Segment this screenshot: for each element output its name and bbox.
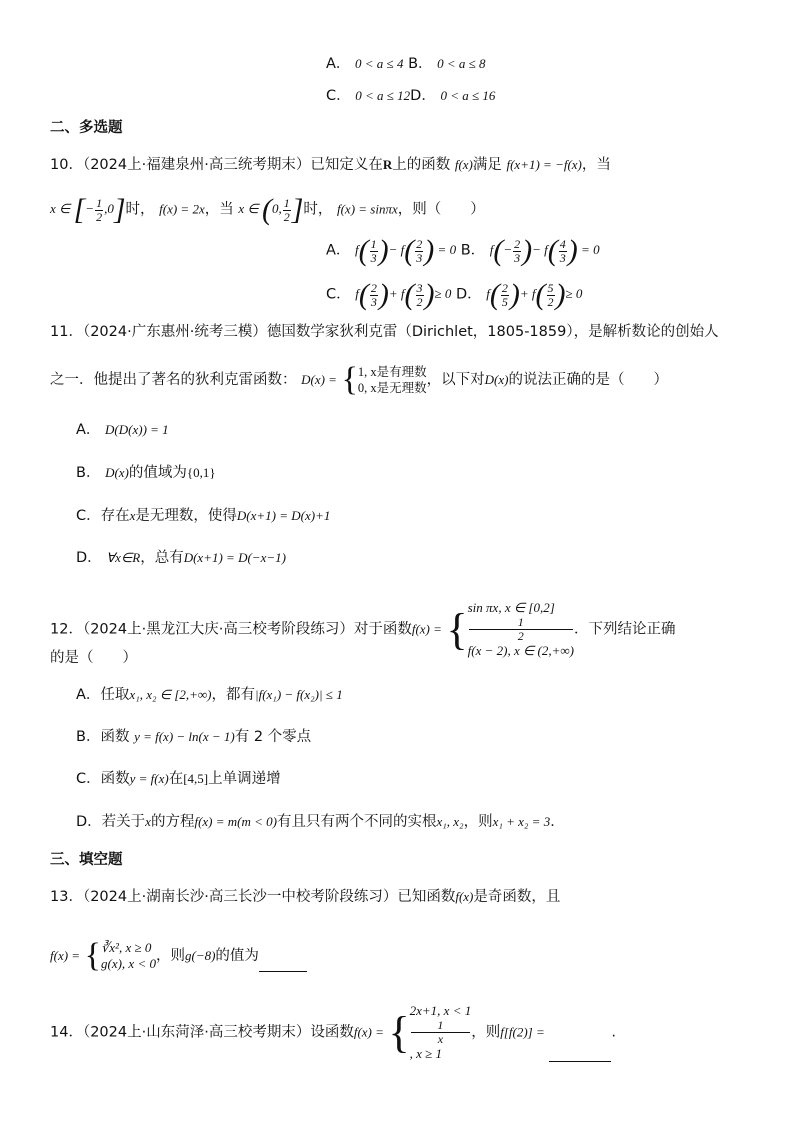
- q10-text: 上的函数: [392, 157, 451, 173]
- q13-fx: f(x) =: [50, 948, 81, 963]
- q10-option-c-math: f( $\frac{2}{3}$ )+ f( $\frac{3}{2}$ )≥ 0: [355, 278, 452, 312]
- q12-option-b-label: B．函数: [76, 729, 130, 745]
- q10-stem-line2: [50, 193, 485, 227]
- q13-case-2: g(x), x < 0: [101, 956, 156, 971]
- q12-roots: x₁, x₂: [436, 814, 464, 829]
- q11-option-a: [76, 420, 169, 440]
- q13-answer-blank[interactable]: [259, 971, 307, 972]
- q11-option-d-label: D．: [76, 550, 102, 566]
- q11-option-d-math: D(x+1) = D(−x−1): [183, 550, 286, 565]
- q10-fx: f(x): [454, 157, 473, 172]
- q14-case-2: , x ≥ 1: [409, 1046, 443, 1061]
- q12-text: ．下列结论正确: [573, 621, 676, 638]
- q10-option-a-math: f( $\frac{1}{3}$ )− f( $\frac{2}{3}$ ) = 0: [355, 234, 457, 268]
- q11-text: 的值域为: [128, 465, 187, 481]
- q12-piecewise: { sin πx, x ∈ [0,2] 1 2 f(x − 2), x ∈ (2,+∞): [446, 600, 574, 658]
- q10-option-b-label: B．: [460, 242, 486, 259]
- q13-piecewise: { ∛x², x ≥ 0 g(x), x < 0: [84, 937, 156, 974]
- q13-case-1: ∛x², x ≥ 0: [101, 940, 152, 955]
- q12-source: 12．（2024上·黑龙江大庆·高三校考阶段练习）对于函数: [50, 621, 412, 638]
- q9-options-row2: [326, 86, 495, 106]
- q9-options-row1: [326, 54, 486, 74]
- q11-option-a-label: A．: [76, 422, 101, 438]
- q11-option-c-label: C．存在: [76, 508, 130, 524]
- q9-option-b-math: 0 < a ≤ 8: [437, 56, 486, 71]
- q12-option-d-math: f(x) = m(m < 0): [194, 814, 277, 829]
- q10-ge: ≥ 0: [565, 286, 583, 302]
- q10-ge: ≥ 0: [434, 286, 452, 302]
- q12-text: ．: [550, 814, 565, 830]
- q9-option-a-label: A．: [326, 56, 351, 72]
- q13-g: g(−8): [184, 948, 216, 963]
- q12-fx: f(x) =: [411, 621, 442, 637]
- q11-option-c: [76, 506, 330, 526]
- q14-answer-blank[interactable]: [549, 1061, 611, 1062]
- q12-case-1: sin πx, x ∈ [0,2]: [467, 600, 555, 615]
- q14-piecewise: { 2x+1, x < 1 1 x , x ≥ 1: [388, 1003, 472, 1061]
- q12-text: 有 2 个零点: [234, 729, 312, 745]
- q10-condition: f(x+1) = −f(x): [506, 157, 582, 172]
- q10-interval-1: x ∈ [− $\frac{1}{2}$ ,0]: [50, 193, 126, 227]
- q11-dx: D(x): [484, 372, 509, 387]
- q10-option-b-math: f(− $\frac{2}{3}$ )− f( $\frac{4}{3}$ ) = 0: [489, 234, 600, 268]
- q14-source: 14．（2024上·山东菏泽·高三校考期末）设函数: [50, 1024, 354, 1041]
- q12-option-c: [76, 769, 281, 789]
- q11-x: x: [129, 508, 136, 523]
- q10-option-a-label: A．: [326, 242, 351, 259]
- q9-option-b-label: B．: [408, 56, 433, 72]
- q11-text: ，以下对: [426, 372, 485, 388]
- q14-text: ，则: [471, 1024, 501, 1041]
- q12-stem-line2: 的是（ ）: [50, 650, 137, 666]
- q10-f-2x: f(x) = 2x: [159, 201, 205, 217]
- q13-stem-line1: [50, 887, 560, 907]
- q11-option-b-label: B．: [76, 465, 101, 481]
- q10-real-set: R: [382, 157, 393, 172]
- q12-option-d-label: D．若关于: [76, 814, 146, 830]
- q11-text: ，总有: [140, 550, 184, 566]
- q10-interval-2: x ∈ (0, $\frac{1}{2}$ ]: [238, 193, 304, 227]
- q10-text: ，当: [581, 157, 611, 173]
- q10-option-d-math: f( $\frac{2}{5}$ )+ f( $\frac{5}{2}$ )≥ 0: [486, 278, 583, 312]
- q10-stem-line1: [50, 155, 611, 175]
- q12-text: 上单调递增: [208, 771, 281, 787]
- q12-option-a: [76, 685, 343, 705]
- q13-source: 13．（2024上·湖南长沙·高三长沙一中校考阶段练习）已知函数: [50, 889, 456, 905]
- q11-dx: D(x) =: [301, 372, 337, 387]
- q12-option-a-math1: x₁, x₂ ∈ [2,+∞): [129, 687, 212, 702]
- q11-option-d: [76, 548, 286, 568]
- section-heading-fill-in: 三、填空题: [50, 852, 123, 868]
- q14-case-1: 2x+1, x < 1: [409, 1003, 472, 1018]
- q10-f-sin: f(x) = sinπx: [336, 201, 398, 217]
- q13-text: 是奇函数，且: [473, 889, 561, 905]
- q11-option-b-set: {0,1}: [186, 465, 216, 480]
- q10-source: 10．（2024上·福建泉州·高三统考期末）已知定义在: [50, 157, 383, 173]
- q11-option-a-math: D(D(x)) = 1: [105, 422, 169, 437]
- section-heading-multiple-choice: 二、多选题: [50, 120, 123, 136]
- q14-end: .: [611, 1024, 616, 1041]
- q11-text: 之一．他提出了著名的狄利克雷函数：: [50, 372, 297, 388]
- q12-option-b: [76, 727, 311, 747]
- q10-option-c-label: C．: [326, 286, 351, 303]
- q12-sum: x₁ + x₂ = 3: [492, 814, 551, 829]
- q10-text: 时，: [303, 201, 333, 218]
- q10-text: ，则（ ）: [397, 201, 485, 218]
- q11-case-1: 1, x是有理数: [357, 365, 427, 379]
- q12-option-a-label: A．任取: [76, 687, 130, 703]
- q11-stem-line1: 11．（2024·广东惠州·统考三模）德国数学家狄利克雷（Dirichlet，1805-1859），是解析数论的创始人: [50, 324, 719, 340]
- q9-option-a-math: 0 < a ≤ 4: [355, 56, 404, 71]
- q11-stem-line2: [50, 361, 668, 398]
- q13-stem-line2: [50, 937, 307, 974]
- q10-options-row2: [326, 278, 583, 312]
- q10-text: 满足: [472, 157, 502, 173]
- q10-options-row1: [326, 234, 600, 268]
- q11-text: 是无理数，使得: [135, 508, 237, 524]
- q9-option-c-label: C．: [326, 88, 351, 104]
- q9-option-d-label: D．: [410, 88, 436, 104]
- q12-option-c-math: y = f(x): [129, 771, 169, 786]
- q9-option-c-math: 0 < a ≤ 12: [355, 88, 411, 103]
- q12-text: 有且只有两个不同的实根: [276, 814, 437, 830]
- q9-option-d-math: 0 < a ≤ 16: [440, 88, 496, 103]
- q12-text: 在: [168, 771, 184, 787]
- q13-text: 的值为: [215, 948, 259, 964]
- q12-option-c-label: C．函数: [76, 771, 130, 787]
- q12-text: ，都有: [211, 687, 256, 703]
- q10-eq: = 0: [437, 242, 457, 258]
- q10-text: 时，: [125, 201, 155, 218]
- q12-option-a-math2: |f(x₁) − f(x₂)| ≤ 1: [255, 687, 343, 702]
- q12-option-b-math: y = f(x) − ln(x − 1): [134, 729, 235, 744]
- q14-ff: f[f(2)] =: [500, 1024, 545, 1040]
- q12-case-2: f(x − 2), x ∈ (2,+∞): [467, 643, 574, 658]
- q12-stem-line1: [50, 600, 675, 659]
- q10-eq: = 0: [581, 242, 600, 258]
- q12-option-d: [76, 812, 565, 832]
- q14-stem: [50, 1003, 616, 1062]
- q13-fx: f(x): [455, 889, 474, 904]
- q11-option-c-math: D(x+1) = D(x)+1: [236, 508, 331, 523]
- q11-text: 的说法正确的是（ ）: [508, 372, 668, 388]
- q14-fx: f(x) =: [353, 1024, 384, 1040]
- q12-text: ，则: [463, 814, 493, 830]
- q10-option-d-label: D．: [456, 286, 482, 303]
- q11-case-2: 0, x是无理数: [357, 381, 427, 395]
- q12-x: x: [145, 814, 151, 829]
- q11-option-b-math: D(x): [105, 465, 129, 480]
- q11-forall: ∀x∈R: [106, 550, 141, 565]
- q10-text: ，当: [204, 201, 234, 218]
- q11-piecewise: { 1, x是有理数 0, x是无理数: [341, 361, 427, 398]
- q13-text: ，则: [155, 948, 185, 964]
- q12-text: 的方程: [150, 814, 195, 830]
- q11-option-b: [76, 463, 216, 483]
- q12-option-c-interval: [4,5]: [183, 771, 209, 786]
